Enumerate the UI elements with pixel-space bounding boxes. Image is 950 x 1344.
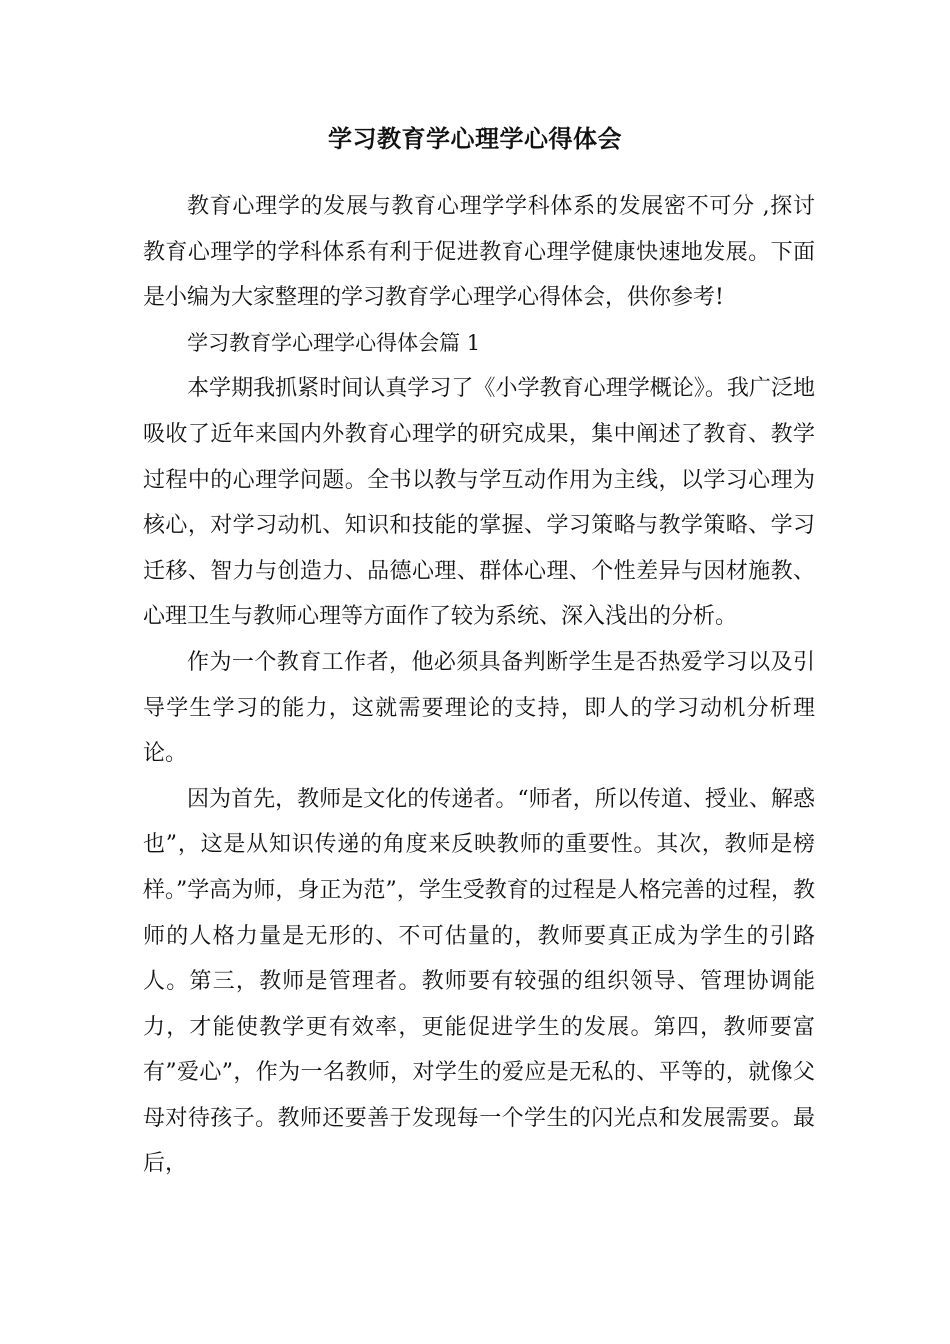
intro-paragraph: 教育心理学的发展与教育心理学学科体系的发展密不可分 ,探讨教育心理学的学科体系有利于促进教育心理学健康快速地发展。下面是小编为大家整理的学习教育学心理学心得体会，供你参考! — [143, 194, 815, 311]
section-heading: 学习教育学心理学心得体会篇 1 — [187, 330, 481, 355]
document-title: 学习教育学心理学心得体会 — [328, 125, 622, 153]
body-paragraph: 因为首先，教师是文化的传递者。“师者，所以传道、授业、解惑也”，这是从知识传递的角度来反映教师的重要性。其次，教师是榜样。”学高为师，身正为范”，学生受教育的过程是人格完善的过程，教师的人格力量是无形的、不可估量的，教师要真正成为学生的引路人。第三，教师是管理者。教师要有较强的组织领导、管理协调能力，才能使教学更有效率，更能促进学生的发展。第四，教师要富有”爱心”，作为一名教师，对学生的爱应是无私的、平等的，就像父母对待孩子。教师还要善于发现每一个学生的闪光点和发展需要。最后， — [143, 786, 815, 1177]
body-paragraph: 本学期我抓紧时间认真学习了《小学教育心理学概论》。我广泛地吸收了近年来国内外教育心理学的研究成果，集中阐述了教育、教学过程中的心理学问题。全书以教与学互动作用为主线，以学习心理为核心，对学习动机、知识和技能的掌握、学习策略与教学策略、学习迁移、智力与创造力、品德心理、群体心理、个性差异与因材施教、心理卫生与教师心理等方面作了较为系统、深入浅出的分析。 — [143, 376, 815, 630]
document-body — [143, 184, 815, 1187]
body-paragraph: 作为一个教育工作者，他必须具备判断学生是否热爱学习以及引导学生学习的能力，这就需要理论的支持，即人的学习动机分析理论。 — [143, 649, 815, 767]
